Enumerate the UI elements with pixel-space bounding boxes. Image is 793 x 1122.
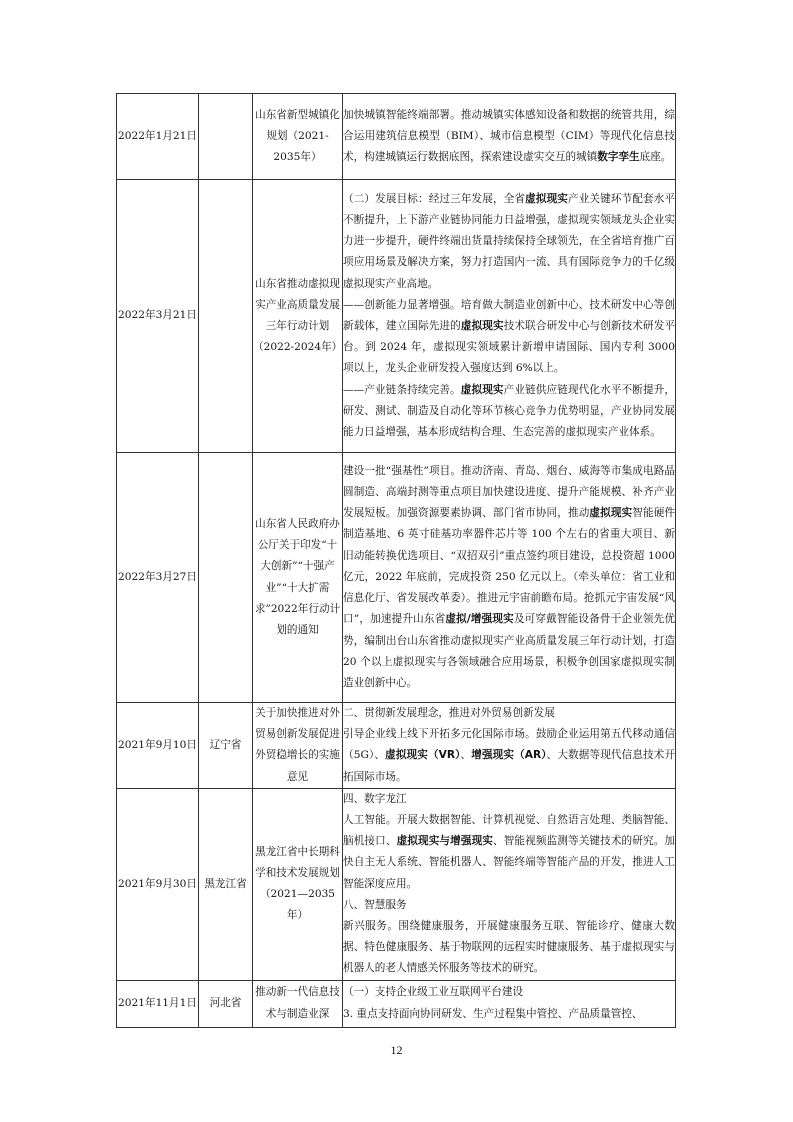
content-paragraph <box>343 1004 675 1025</box>
row-document: 山东省人民政府办公厅关于印发“十大创新”“十强产业”“十大扩需求”2022年行动计划的通知 <box>253 453 343 703</box>
keyword-highlight: 增强现实（AR） <box>471 749 547 762</box>
content-text: 智能硬件制造基地、6 英寸硅基功率器件芯片等 100 个左右的省重大项目、新旧动能转换优选项目、“双招双引”重点签约项目建设，总投资超 1000 亿元，2022 年底前，完成投资 250 亿元以上。（牵头单位：省工业和信息化厅、省发展改革委）。推进元宇宙前瞻布局。抢抓元宇宙发展“风口”，加速提升山东省 <box>343 507 676 626</box>
content-text: 3. 重点支持面向协同研发、生产过程集中管控、产品质量管控、 <box>343 1007 643 1020</box>
content-text: 人工智能。开展大数据智能、计算机视觉、自然语言处理、类脑智能、脑机接口、 <box>343 814 675 848</box>
content-paragraph <box>343 295 675 380</box>
row-province <box>199 453 253 703</box>
row-date: 2022年3月27日 <box>117 453 199 703</box>
row-document: 山东省推动虚拟现实产业高质量发展三年行动计划（2022-2024年） <box>253 180 343 453</box>
row-content <box>343 453 676 703</box>
row-date: 2021年11月1日 <box>117 980 199 1027</box>
row-content <box>343 980 676 1027</box>
page-number: 12 <box>390 1043 403 1057</box>
table-row <box>117 788 676 980</box>
content-text: 、智能视频监测等关键技术的研究。加快自主无人系统、智能机器人、智能终端等智能产品的开发，推进人工智能深度应用。 <box>343 835 676 890</box>
content-paragraph <box>343 105 675 169</box>
row-province: 辽宁省 <box>199 703 253 789</box>
content-text: 建设一批“强基性”项目。推动济南、青岛、烟台、威海等市集成电路晶圆制造、高端封测等重点项目加快建设进度、提升产能规模、补齐产业发展短板。加强资源要素协调、部门省市协同，推动 <box>343 464 675 520</box>
keyword-highlight: 虚拟现实 <box>589 507 633 520</box>
table-row <box>117 94 676 180</box>
row-document: 关于加快推进对外贸易创新发展促进外贸稳增长的实施意见 <box>253 703 343 789</box>
policy-table <box>116 93 676 1028</box>
content-text: 八、智慧服务 <box>343 898 407 911</box>
content-text: （一）支持企业级工业互联网平台建设 <box>343 986 524 999</box>
content-text: 及可穿戴智能设备骨干企业领先优势，编制出台山东省推动虚拟现实产业高质量发展三年行动计划，打造 20 个以上虚拟现实与各领域融合应用场景，积极争创国家虚拟现实制造业创新中心。 <box>343 613 676 689</box>
content-text: 产业关键环节配套水平不断提升，上下游产业链协同能力日益增强，虚拟现实领域龙头企业实力进一步提升，硬件终端出货量持续保持全球领先，在全省培育推广百项应用场景及解决方案，努力打造国内一流、具有国际竞争力的千亿级虚拟现实产业高地。 <box>343 192 676 290</box>
content-text: 新兴服务。围绕健康服务，开展健康服务互联、智能诊疗、健康大数据、特色健康服务、基于物联网的远程实时健康服务、基于虚拟现实与机器人的老人情感关怀服务等技术的研究。 <box>343 920 675 975</box>
row-document: 推动新一代信息技术与制造业深 <box>253 980 343 1027</box>
content-text: 产业链供应链现代化水平不断提升，研发、测试、制造及自动化等环节核心竞争力优势明显，产业协同发展能力日益增强，基本形成结构合理、生态完善的虚拟现实产业体系。 <box>343 383 676 439</box>
content-text: 、大数据等现代信息技术开拓国际市场。 <box>343 749 676 783</box>
row-date: 2021年9月30日 <box>117 788 199 980</box>
content-text: 引导企业线上线下开拓多元化国际市场。鼓励企业运用第五代移动通信（5G）、 <box>343 728 675 762</box>
content-paragraph <box>343 380 675 444</box>
table-row <box>117 453 676 703</box>
content-paragraph <box>343 461 675 694</box>
row-document: 黑龙江省中长期科学和技术发展规划（2021—2035年） <box>253 788 343 980</box>
row-date: 2022年3月21日 <box>117 180 199 453</box>
content-paragraph <box>343 916 675 980</box>
keyword-highlight: 虚拟现实与增强现实 <box>396 835 493 848</box>
keyword-highlight: 虚拟/增强现实 <box>445 613 514 626</box>
content-text: 技术联合研发中心与创新技术研发平台。到 2024 年，虚拟现实领域累计新增申请国际、国内专利 3000 项以上，龙头企业研发投入强度达到 6%以上。 <box>343 320 676 375</box>
keyword-highlight: 虚拟现实 <box>460 383 504 396</box>
row-content <box>343 703 676 789</box>
content-text: 加快城镇智能终端部署。推动城镇实体感知设备和数据的统管共用，综合运用建筑信息模型（BIM）、城市信息模型（CIM）等现代化信息技术，构建城镇运行数据底图，探索建设虚实交互的城镇 <box>343 108 675 164</box>
row-content <box>343 94 676 180</box>
keyword-highlight: 数字孪生 <box>597 151 640 164</box>
row-document: 山东省新型城镇化规划（2021-2035年） <box>253 94 343 180</box>
content-paragraph <box>343 789 675 810</box>
row-province <box>199 94 253 180</box>
content-paragraph <box>343 703 675 724</box>
row-date: 2022年1月21日 <box>117 94 199 180</box>
row-province <box>199 180 253 453</box>
content-paragraph <box>343 810 675 895</box>
row-content <box>343 788 676 980</box>
content-text: 四、数字龙江 <box>343 792 407 805</box>
content-text: （二）发展目标：经过三年发展，全省 <box>343 192 526 205</box>
keyword-highlight: 虚拟现实 <box>460 320 504 332</box>
keyword-highlight: 虚拟现实（VR） <box>385 749 461 762</box>
content-paragraph <box>343 895 675 916</box>
content-text: 、 <box>460 749 472 762</box>
content-text: 底座。 <box>639 151 672 164</box>
content-paragraph <box>343 724 675 788</box>
content-text: ——创新能力显著增强。培育做大制造业创新中心、技术研发中心等创新载体，建立国际先进的 <box>343 298 675 332</box>
content-paragraph <box>343 982 675 1003</box>
row-province: 黑龙江省 <box>199 788 253 980</box>
content-paragraph <box>343 189 675 295</box>
content-text: ——产业链条持续完善。 <box>343 383 461 396</box>
keyword-highlight: 虚拟现实 <box>525 192 568 205</box>
table-row <box>117 180 676 453</box>
table-row <box>117 980 676 1027</box>
row-province: 河北省 <box>199 980 253 1027</box>
content-text: 二、贯彻新发展理念，推进对外贸易创新发展 <box>343 707 555 719</box>
row-date: 2021年9月10日 <box>117 703 199 789</box>
row-content <box>343 180 676 453</box>
table-row <box>117 703 676 789</box>
